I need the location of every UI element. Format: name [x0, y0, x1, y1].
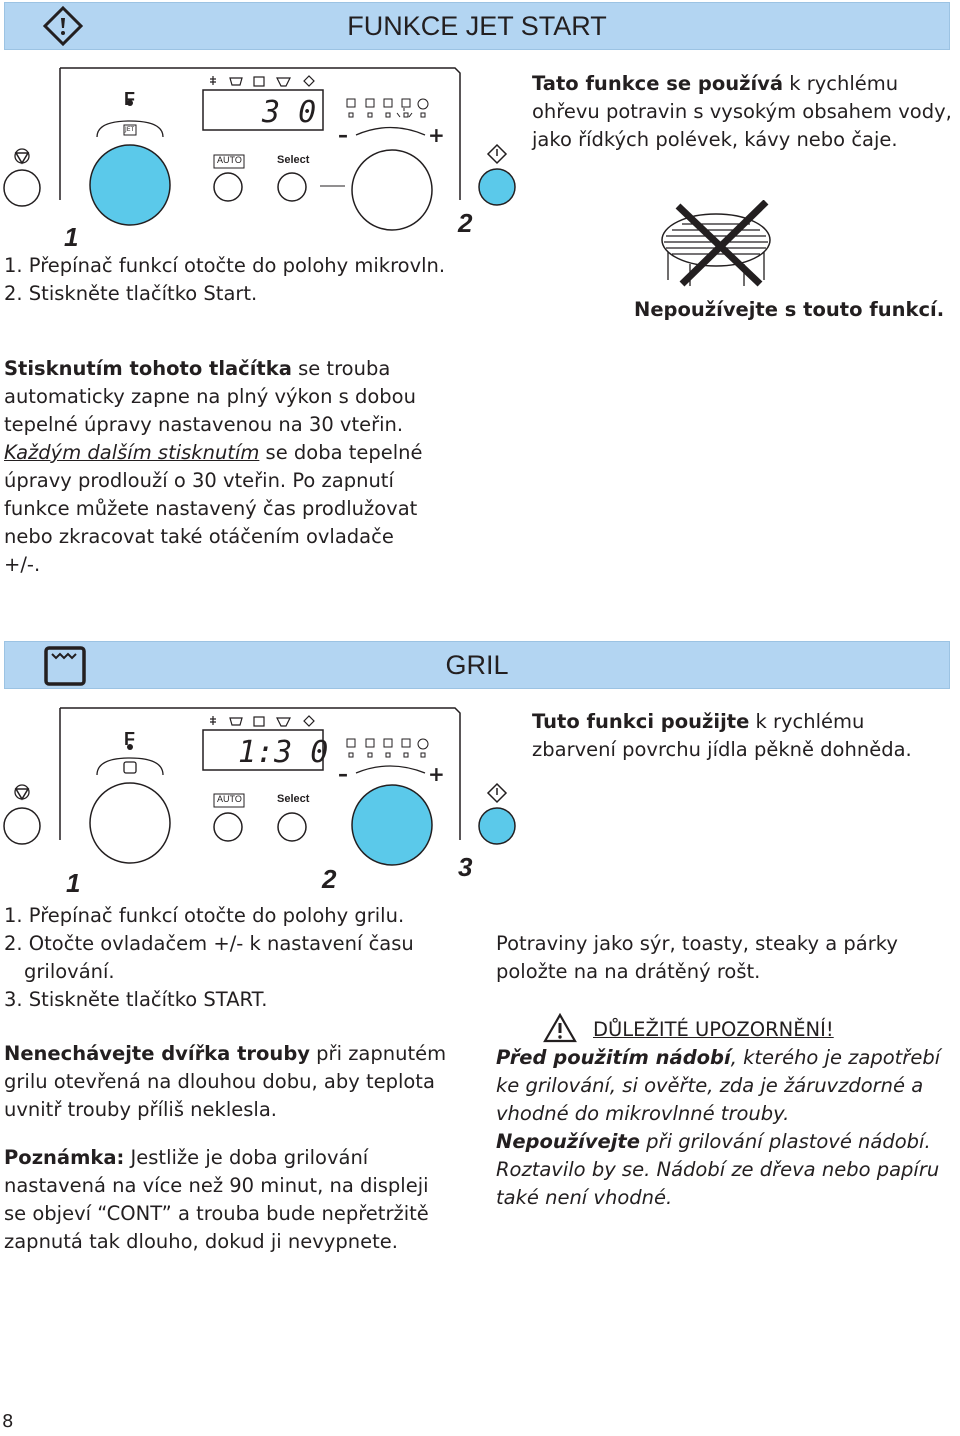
banner-jet-start	[4, 2, 950, 50]
display-value: 1:3 0	[238, 735, 329, 770]
start-icon	[488, 784, 506, 802]
function-label: F	[124, 729, 135, 749]
auto-label: AUTO	[217, 794, 242, 804]
plus-minus-knob[interactable]	[352, 785, 432, 865]
plus-label: +	[428, 762, 445, 786]
stop-button[interactable]	[4, 808, 40, 844]
important-title: DŮLEŽITÉ UPOZORNĚNÍ!	[593, 1018, 834, 1041]
minus-label: –	[338, 762, 348, 786]
minus-label: –	[338, 123, 348, 147]
control-panel-jet	[0, 65, 520, 245]
select-button[interactable]	[278, 173, 306, 201]
stop-icon	[15, 149, 29, 163]
auto-button[interactable]	[214, 813, 242, 841]
control-panel-gril	[0, 705, 520, 885]
select-button[interactable]	[278, 813, 306, 841]
section-title: FUNKCE JET START	[347, 11, 607, 41]
banner-gril	[4, 641, 950, 689]
plus-label: +	[428, 123, 445, 147]
page-number: 8	[2, 1411, 14, 1432]
stop-button[interactable]	[4, 170, 40, 206]
gril-step-2: 2. Otočte ovladačem +/- k nastavení času	[4, 932, 414, 955]
step-marker-3: 3	[458, 852, 473, 882]
important-text: Před použitím nádobí, kterého je zapotřebí ke grilování, si ověřte, zda je žáruvzdorné a vhodné do mikrovlnné trouby. Nepoužívejte při grilování plastové nádobí. Roztavilo by se. Nádobí ze dřeva nebo papíru také není vhodné.	[496, 1046, 941, 1209]
plus-minus-knob[interactable]	[352, 150, 432, 230]
jet-label: JET	[125, 126, 135, 133]
start-button[interactable]	[479, 808, 515, 844]
function-knob[interactable]	[90, 145, 170, 225]
function-knob[interactable]	[90, 783, 170, 863]
select-label: Select	[277, 154, 310, 166]
jet-step-2: 2. Stiskněte tlačítko Start.	[4, 282, 258, 305]
auto-button[interactable]	[214, 173, 242, 201]
function-label: F	[124, 89, 135, 109]
auto-label: AUTO	[217, 155, 242, 165]
doors-warning: Nenechávejte dvířka trouby při zapnutém grilu otevřená na dlouhou dobu, aby teplota uvnitř trouby příliš neklesla.	[4, 1042, 447, 1121]
jet-step-1: 1. Přepínač funkcí otočte do polohy mikrovln.	[4, 254, 446, 277]
start-icon	[488, 145, 506, 163]
select-label: Select	[277, 793, 310, 805]
gril-step-3: 3. Stiskněte tlačítko START.	[4, 988, 268, 1011]
gril-step-1: 1. Přepínač funkcí otočte do polohy grilu.	[4, 904, 405, 927]
step-marker-1: 1	[66, 868, 81, 898]
gril-intro: Tuto funkci použijte k rychlému zbarvení povrchu jídla pěkně dohněda.	[532, 710, 912, 761]
stop-icon	[15, 785, 29, 799]
step-marker-1: 1	[64, 222, 79, 252]
jet-intro: Tato funkce se používá k rychlému ohřevu potravin s vysokým obsahem vody, jako řídkých polévek, kávy nebo čaje.	[532, 72, 952, 151]
food-text: Potraviny jako sýr, toasty, steaky a párky položte na na drátěný rošt.	[496, 932, 898, 983]
crossed-rack-icon	[660, 200, 780, 290]
start-button[interactable]	[479, 169, 515, 205]
display-value: 3 0	[262, 95, 317, 130]
step-marker-2: 2	[322, 864, 337, 894]
note: Poznámka: Jestliže je doba grilování nastavená na více než 90 minut, na displeji se objeví “CONT” a trouba bude nepřetržitě zapnutá tak dlouho, dokud ji nevypnete.	[4, 1146, 429, 1253]
step-marker-2: 2	[458, 208, 473, 238]
section-title-gril: GRIL	[445, 650, 509, 680]
rack-warning: Nepoužívejte s touto funkcí.	[634, 298, 945, 321]
gril-step-2-cont: grilování.	[24, 960, 115, 983]
warning-icon	[543, 1013, 577, 1043]
jet-description: Stisknutím tohoto tlačítka se trouba automaticky zapne na plný výkon s dobou tepelné úpravy nastavenou na 30 vteřin. Každým dalším stisknutím se doba tepelné úpravy prodlouží o 30 vteřin. Po zapnutí funkce můžete nastavený čas prodlužovat nebo zkracovat také otáčením ovladače +/-.	[4, 357, 423, 576]
